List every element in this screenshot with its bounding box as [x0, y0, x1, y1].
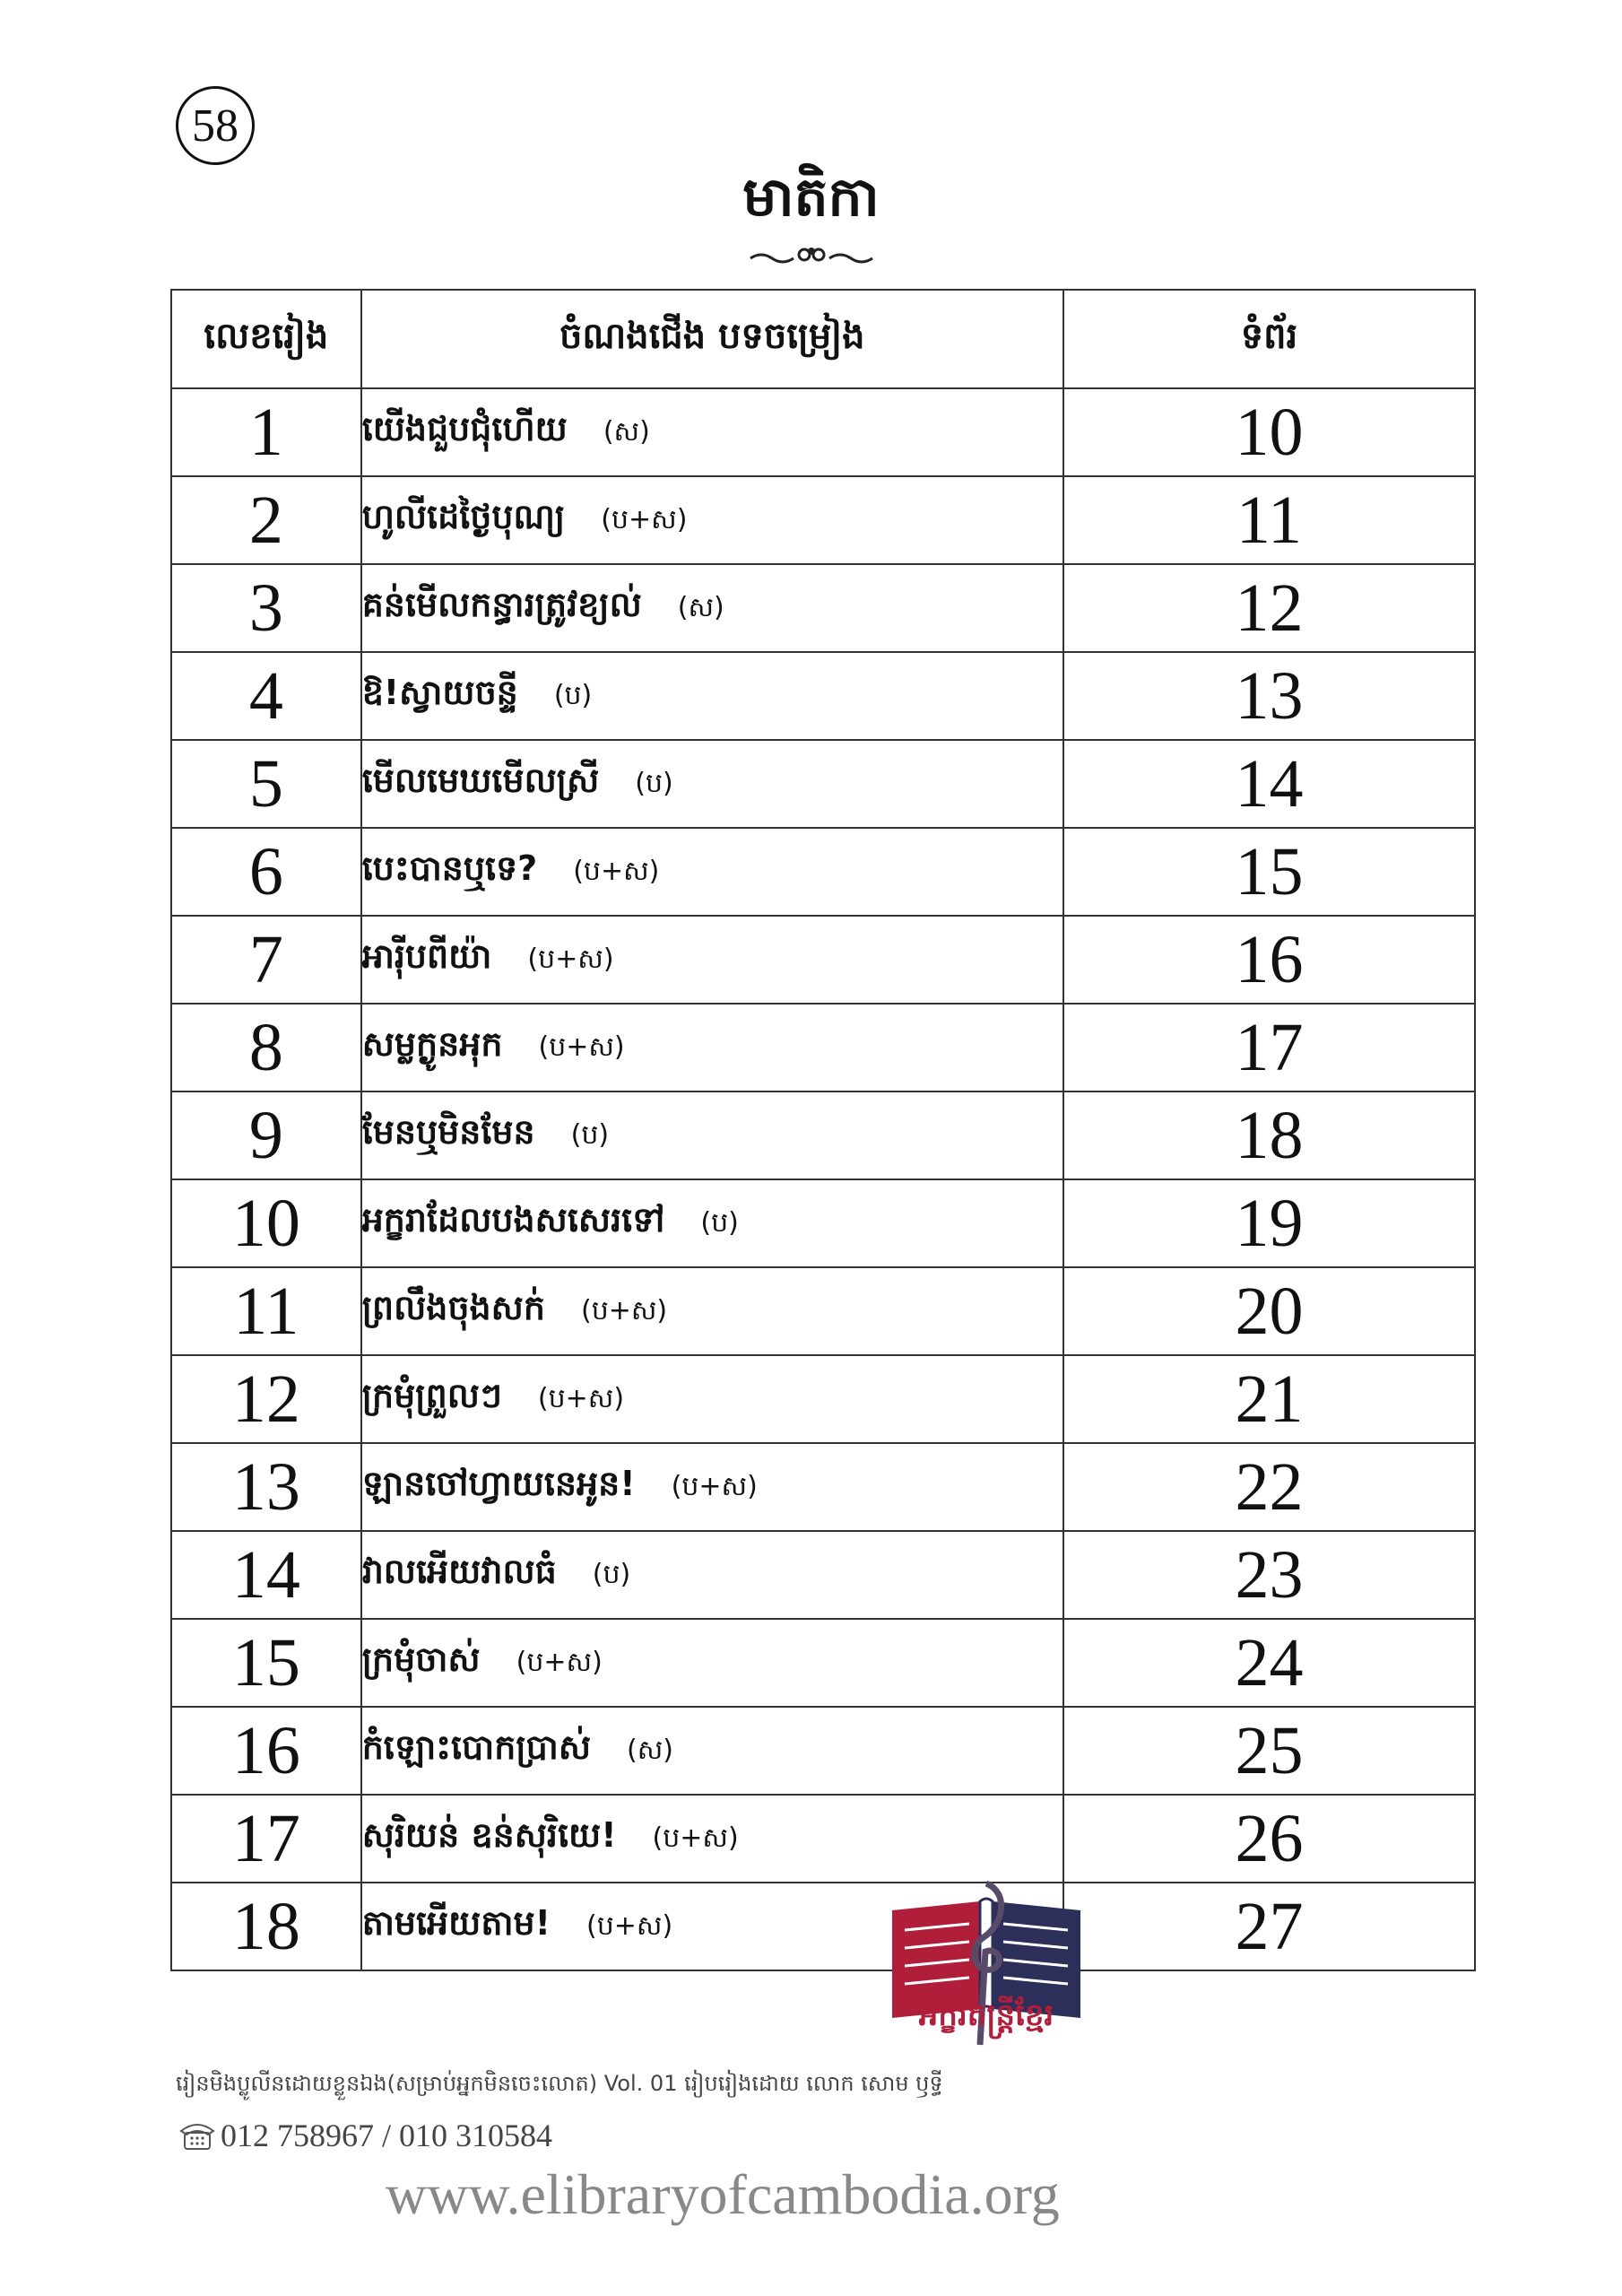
song-cell	[361, 916, 1063, 1004]
footer-description: រៀនមិងប្លូលីនដោយខ្លួនឯង(សម្រាប់អ្នកមិនចេះលោត) Vol. 01 រៀបរៀងដោយ លោក សោម ឫទ្ធី	[176, 2071, 943, 2096]
song-cell	[361, 828, 1063, 916]
table-row	[171, 1795, 1475, 1883]
song-voice: (ប+ស)	[601, 504, 688, 535]
song-cell	[361, 1179, 1063, 1267]
page-reference: 10	[1063, 388, 1475, 476]
table-row	[171, 1883, 1475, 1970]
page-reference: 27	[1063, 1883, 1475, 1970]
logo-text: អក្ខរតន្ត្រីខ្មែរ	[918, 1997, 1054, 2033]
lesson-number: 18	[171, 1883, 361, 1970]
page-reference: 14	[1063, 740, 1475, 828]
lesson-number: 6	[171, 828, 361, 916]
song-title: ក្រមុំព្រួលៗ	[361, 1376, 502, 1415]
song-cell	[361, 1795, 1063, 1883]
table-row	[171, 476, 1475, 564]
page-reference: 19	[1063, 1179, 1475, 1267]
song-title: កំឡោះបោកប្រាស់	[361, 1727, 591, 1767]
song-voice: (ប)	[570, 1119, 610, 1151]
song-voice: (ប)	[635, 768, 673, 799]
table-of-contents	[170, 289, 1476, 1971]
table-row	[171, 1179, 1475, 1267]
table-header-row	[171, 290, 1475, 388]
song-voice: (ប+ស)	[538, 1031, 625, 1063]
table-row	[171, 1531, 1475, 1619]
page-reference: 20	[1063, 1267, 1475, 1355]
page-reference: 22	[1063, 1443, 1475, 1531]
song-cell	[361, 564, 1063, 652]
song-cell	[361, 1091, 1063, 1179]
song-voice: (ស)	[677, 592, 724, 623]
lesson-number: 1	[171, 388, 361, 476]
table-row	[171, 828, 1475, 916]
lesson-number: 14	[171, 1531, 361, 1619]
song-cell	[361, 1443, 1063, 1531]
table-row	[171, 1355, 1475, 1443]
song-cell	[361, 1355, 1063, 1443]
song-voice: (ប)	[592, 1559, 631, 1590]
lesson-number: 3	[171, 564, 361, 652]
lesson-number: 5	[171, 740, 361, 828]
song-voice: (ប+ស)	[580, 1295, 668, 1326]
song-voice: (ប+ស)	[671, 1471, 758, 1502]
page-reference: 15	[1063, 828, 1475, 916]
song-cell	[361, 1267, 1063, 1355]
song-voice: (ស)	[627, 1735, 673, 1766]
song-cell	[361, 1619, 1063, 1707]
page-number: 58	[176, 86, 255, 165]
song-title: សម្លក្ងូនអុក	[361, 1024, 503, 1064]
song-voice: (ប+ស)	[537, 1383, 625, 1414]
song-title: ឡានចៅហ្វាយនេអូន!	[361, 1464, 636, 1503]
song-title: ព្រលឹងចុងសក់	[361, 1288, 545, 1327]
song-voice: (ប+ស)	[527, 944, 614, 975]
table-row	[171, 916, 1475, 1004]
page-reference: 13	[1063, 652, 1475, 740]
lesson-number: 9	[171, 1091, 361, 1179]
footer-website[interactable]: www.elibraryofcambodia.org	[386, 2162, 1060, 2226]
lesson-number: 13	[171, 1443, 361, 1531]
lesson-number: 10	[171, 1179, 361, 1267]
song-cell	[361, 1004, 1063, 1091]
table-row	[171, 740, 1475, 828]
song-voice: (ប+ស)	[516, 1647, 603, 1678]
song-voice: (ស)	[603, 416, 650, 448]
header-lesson-number: លេខរៀង	[171, 290, 361, 388]
song-cell	[361, 1707, 1063, 1795]
song-title: វាលអើយវាលធំ	[361, 1552, 557, 1591]
song-cell	[361, 476, 1063, 564]
song-cell	[361, 1531, 1063, 1619]
table-row	[171, 1443, 1475, 1531]
song-title: អក្ខរាដែលបងសសេរទៅ	[361, 1200, 665, 1239]
song-title: អារ៉ីបពីយ៉ា	[361, 936, 492, 976]
lesson-number: 11	[171, 1267, 361, 1355]
song-title: យើងជួបជុំហើយ	[361, 409, 568, 448]
header-song-title: ចំណងជើង បទចម្រៀង	[361, 290, 1063, 388]
lesson-number: 8	[171, 1004, 361, 1091]
table-row	[171, 564, 1475, 652]
header-page: ទំព័រ	[1063, 290, 1475, 388]
song-cell	[361, 652, 1063, 740]
page-reference: 18	[1063, 1091, 1475, 1179]
table-row	[171, 1091, 1475, 1179]
lesson-number: 16	[171, 1707, 361, 1795]
lesson-number: 2	[171, 476, 361, 564]
song-title: មែនឬមិនមែន	[361, 1112, 535, 1152]
lesson-number: 15	[171, 1619, 361, 1707]
lesson-number: 12	[171, 1355, 361, 1443]
song-voice: (ប)	[553, 680, 593, 711]
song-voice: (ប)	[700, 1207, 739, 1239]
phone-numbers: 012 758967 / 010 310584	[221, 2118, 553, 2153]
song-voice: (ប+ស)	[652, 1822, 739, 1854]
page-reference: 16	[1063, 916, 1475, 1004]
page-reference: 24	[1063, 1619, 1475, 1707]
table-row	[171, 1004, 1475, 1091]
page-reference: 21	[1063, 1355, 1475, 1443]
song-cell	[361, 388, 1063, 476]
song-title: ក្រមុំចាស់	[361, 1639, 481, 1679]
lesson-number: 17	[171, 1795, 361, 1883]
page-reference: 17	[1063, 1004, 1475, 1091]
song-title: មើលមេឃមើលស្រី	[361, 761, 600, 800]
song-title: សុរិយន់ ឧន់សុរិយេ!	[361, 1815, 617, 1855]
table-row	[171, 652, 1475, 740]
song-title: គន់មើលកន្ធារត្រូវខ្យល់	[361, 585, 642, 624]
page-reference: 23	[1063, 1531, 1475, 1619]
song-cell	[361, 740, 1063, 828]
page-reference: 11	[1063, 476, 1475, 564]
table-row	[171, 388, 1475, 476]
page-reference: 12	[1063, 564, 1475, 652]
lesson-number: 4	[171, 652, 361, 740]
table-row	[171, 1619, 1475, 1707]
song-voice: (ប+ស)	[573, 856, 660, 887]
page-title: មាតិកា	[742, 166, 880, 229]
song-title: បេះបានឬទេ?	[361, 848, 538, 888]
ornament-divider-icon	[749, 244, 874, 265]
footer-phone	[179, 2117, 552, 2154]
page-reference: 26	[1063, 1795, 1475, 1883]
phone-icon	[179, 2120, 215, 2151]
song-title: ឱ!ស្វាយចន្ទី	[361, 673, 518, 712]
song-title: តាមអើយតាម!	[361, 1903, 551, 1943]
song-title: ហូលីដេថ្ងៃបុណ្យ	[361, 497, 566, 536]
page-reference: 25	[1063, 1707, 1475, 1795]
lesson-number: 7	[171, 916, 361, 1004]
song-voice: (ប+ស)	[586, 1910, 673, 1942]
table-row	[171, 1267, 1475, 1355]
table-row	[171, 1707, 1475, 1795]
